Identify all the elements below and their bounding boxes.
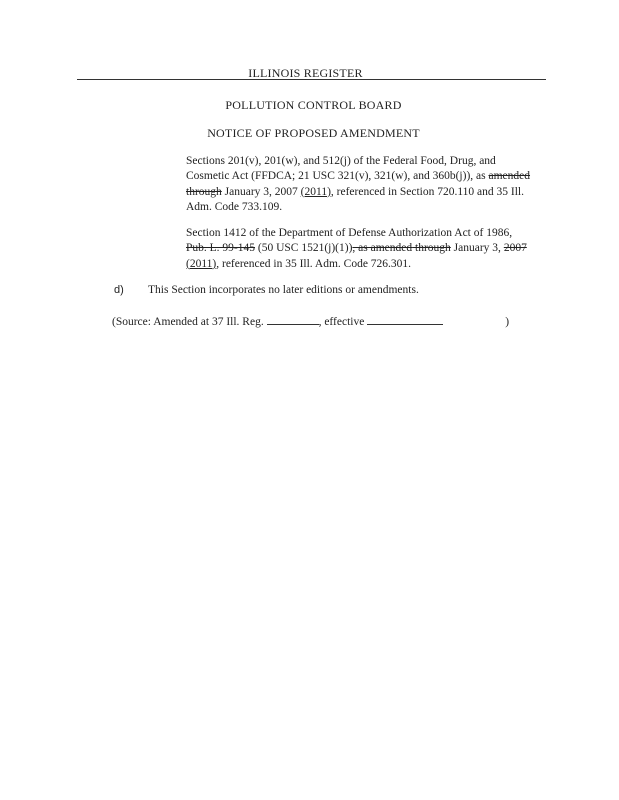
source-effective: , effective (318, 316, 368, 328)
p2-struck-through: through (412, 242, 451, 255)
p1-line-3 (186, 185, 561, 200)
source-prefix: (Source: Amended at 37 Ill. Reg. (112, 316, 267, 328)
paragraph-dod (186, 226, 561, 272)
p2-underlined-year: (2011) (186, 257, 217, 270)
p2-usc-cite: (50 USC 1521(j)(1)) (255, 242, 353, 255)
p2-struck-as-amended: , as amended (352, 242, 413, 255)
p2-date: January 3, (450, 242, 504, 255)
subsection-label: d) (114, 284, 124, 296)
notice-title: NOTICE OF PROPOSED AMENDMENT (207, 126, 420, 140)
p1-struck-amended: amended (488, 170, 531, 183)
register-page-blank (267, 314, 319, 325)
p1-line-1: Sections 201(v), 201(w), and 512(j) of the Federal Food, Drug, and (186, 155, 496, 167)
p2-struck-year: 2007 (503, 242, 527, 255)
p1-line-3-text: January 3, 2007 (221, 185, 301, 198)
paragraph-ffdca (186, 154, 561, 215)
register-title: ILLINOIS REGISTER (248, 66, 363, 80)
source-close: ) (505, 316, 510, 328)
p1-line-2-text: Cosmetic Act (FFDCA; 21 USC 321(v), 321(w), and 360b(j)), as (186, 170, 489, 183)
p1-line-4: Adm. Code 733.109. (186, 200, 283, 213)
subsection-text: This Section incorporates no later editions or amendments. (148, 284, 419, 296)
p1-struck-through: through (186, 185, 222, 198)
p1-underlined-year: (2011) (300, 185, 331, 198)
p1-line-3-end: , referenced in Section 720.110 and 35 Ill. (330, 185, 525, 198)
effective-date-blank (367, 314, 443, 325)
p1-line-2 (186, 169, 561, 184)
p2-line-3-text: , referenced in 35 Ill. Adm. Code 726.301. (216, 257, 412, 270)
p2-line-1: Section 1412 of the Department of Defense Authorization Act of 1986, (186, 227, 513, 239)
source-note (112, 314, 509, 328)
agency-name: POLLUTION CONTROL BOARD (225, 98, 402, 112)
p2-line-2 (186, 241, 561, 256)
p2-struck-publaw: Pub. L. 99-145 (186, 242, 255, 255)
p2-line-3 (186, 257, 561, 272)
